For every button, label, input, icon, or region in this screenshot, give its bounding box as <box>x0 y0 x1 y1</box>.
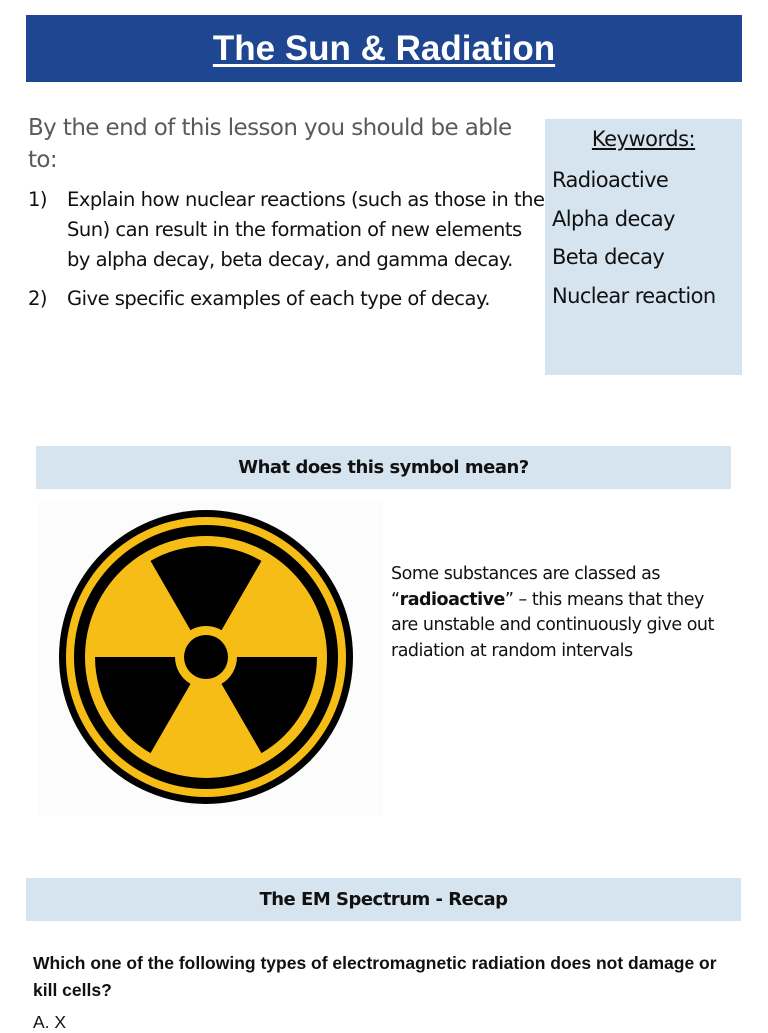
keyword-item: Radioactive <box>552 168 669 192</box>
objective-number: 1) <box>28 188 48 211</box>
objective-item <box>28 185 548 275</box>
page-title: The Sun & Radiation <box>212 28 556 68</box>
objective-item <box>28 284 548 314</box>
keywords-panel <box>545 119 742 375</box>
symbol-section-heading <box>36 446 731 489</box>
keyword-item: Alpha decay <box>552 206 675 231</box>
answer-option-a: A. X <box>33 1012 67 1032</box>
objective-text: Give specific examples of each type of decay. <box>67 287 490 310</box>
explanation-bold-term: radioactive <box>399 589 505 610</box>
keywords-title: Keywords: <box>591 127 696 151</box>
em-section-heading <box>26 878 741 921</box>
objectives-list <box>28 185 548 314</box>
symbol-heading-text: What does this symbol mean? <box>238 457 529 478</box>
keyword-item: Nuclear reaction <box>552 283 716 308</box>
radiation-symbol-image <box>38 500 383 816</box>
explanation-text: ” – this means that they are unstable and continuously give out radiation at random intervals <box>391 589 714 661</box>
trefoil-center-dot <box>184 635 228 679</box>
objective-text: Explain how nuclear reactions (such as those in the Sun) can result in the formation of new elements by alpha decay, beta decay, and gamma decay. <box>67 188 545 271</box>
radiation-trefoil-icon <box>38 500 383 816</box>
intro-text: By the end of this lesson you should be able to: <box>28 115 512 173</box>
keyword-item: Beta decay <box>552 245 665 269</box>
em-question: Which one of the following types of electromagnetic radiation does not damage or kill cells? <box>33 953 717 1000</box>
title-banner <box>26 15 742 82</box>
keywords-list <box>552 161 742 315</box>
objective-number: 2) <box>28 287 48 310</box>
em-heading-text: The EM Spectrum - Recap <box>259 889 508 910</box>
radioactive-explanation <box>391 562 731 664</box>
explanation-text: Some substances are classed as “ <box>391 564 660 610</box>
